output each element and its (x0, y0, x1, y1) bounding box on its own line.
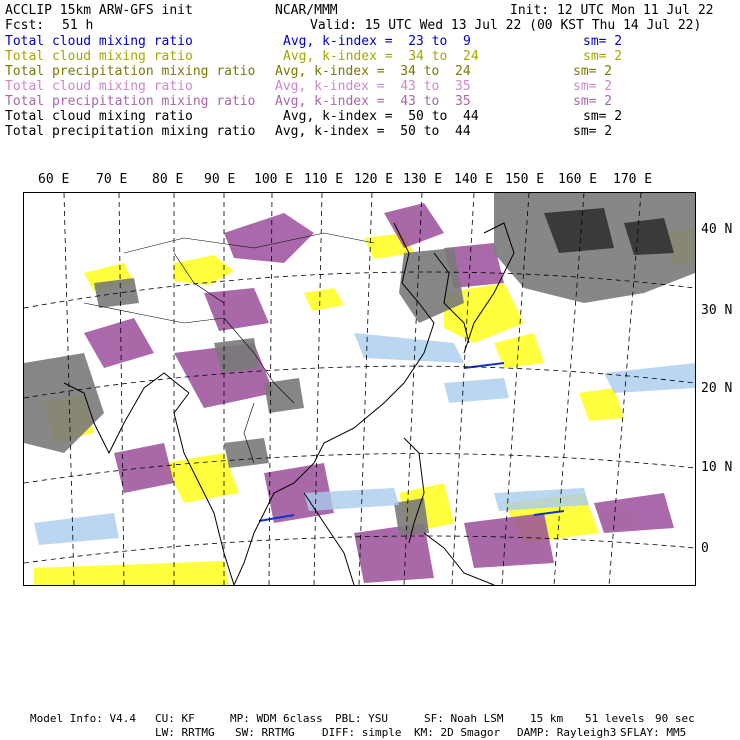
lon-label: 170 E (613, 172, 653, 187)
legend-field-name: Total cloud mixing ratio (5, 49, 193, 64)
lon-label: 150 E (505, 172, 545, 187)
legend-smoothing: sm= 2 (583, 49, 623, 64)
forecast-map (23, 192, 696, 586)
lon-label: 60 E (38, 172, 70, 187)
lon-label: 80 E (152, 172, 184, 187)
legend-k-index: Avg, k-index = 43 to 35 (275, 79, 471, 94)
cumulus-scheme: CU: KF (155, 712, 195, 725)
valid-time: Valid: 15 UTC Wed 13 Jul 22 (00 KST Thu 14 Jul 22) (310, 18, 702, 33)
lon-label: 110 E (304, 172, 344, 187)
legend-smoothing: sm= 2 (583, 34, 623, 49)
grid-spacing: 15 km (530, 712, 564, 725)
init-time: Init: 12 UTC Mon 11 Jul 22 (510, 3, 714, 18)
lat-label: 40 N (701, 222, 733, 237)
lat-label: 30 N (701, 303, 733, 318)
lon-label: 90 E (204, 172, 236, 187)
lon-label: 100 E (254, 172, 294, 187)
lat-label: 20 N (701, 381, 733, 396)
lon-label: 160 E (558, 172, 598, 187)
legend-field-name: Total precipitation mixing ratio (5, 124, 256, 139)
legend-smoothing: sm= 2 (583, 109, 623, 124)
surface-scheme: SF: Noah LSM (424, 712, 504, 725)
legend-k-index: Avg, k-index = 50 to 44 (275, 124, 471, 139)
plot-title: ACCLIP 15km ARW-GFS init (5, 3, 193, 18)
blue-cloud-field (34, 333, 695, 545)
legend-field-name: Total cloud mixing ratio (5, 79, 193, 94)
map-canvas (24, 193, 695, 585)
forecast-label: Fcst: (5, 18, 45, 33)
legend-smoothing: sm= 2 (573, 64, 613, 79)
time-step: 90 sec (655, 712, 695, 725)
vertical-levels: 51 levels (585, 712, 645, 725)
shortwave-scheme: SW: RRTMG (235, 726, 295, 739)
legend-smoothing: sm= 2 (573, 94, 613, 109)
lon-label: 130 E (403, 172, 443, 187)
organization: NCAR/MMM (275, 3, 338, 18)
legend-field-name: Total precipitation mixing ratio (5, 94, 256, 109)
legend-k-index: Avg, k-index = 34 to 24 (275, 64, 471, 79)
legend-field-name: Total cloud mixing ratio (5, 34, 193, 49)
damping-option: DAMP: Rayleigh3 (517, 726, 617, 739)
legend-field-name: Total precipitation mixing ratio (5, 64, 256, 79)
longwave-scheme: LW: RRTMG (155, 726, 215, 739)
legend-field-name: Total cloud mixing ratio (5, 109, 193, 124)
surface-layer-scheme: SFLAY: MM5 (620, 726, 687, 739)
microphysics-scheme: MP: WDM 6class (230, 712, 323, 725)
lon-label: 70 E (96, 172, 128, 187)
diffusion-option: DIFF: simple (322, 726, 402, 739)
legend-k-index: Avg, k-index = 23 to 9 (283, 34, 471, 49)
legend-k-index: Avg, k-index = 50 to 44 (283, 109, 479, 124)
lon-label: 120 E (354, 172, 394, 187)
forecast-hour: 51 h (62, 18, 94, 33)
legend-smoothing: sm= 2 (573, 79, 613, 94)
legend-k-index: Avg, k-index = 43 to 35 (275, 94, 471, 109)
lat-label: 0 (701, 541, 709, 556)
km-option: KM: 2D Smagor (414, 726, 501, 739)
legend-k-index: Avg, k-index = 34 to 24 (283, 49, 479, 64)
legend-smoothing: sm= 2 (573, 124, 613, 139)
model-info: Model Info: V4.4 (30, 712, 136, 725)
lat-label: 10 N (701, 460, 733, 475)
lon-label: 140 E (454, 172, 494, 187)
pbl-scheme: PBL: YSU (335, 712, 388, 725)
